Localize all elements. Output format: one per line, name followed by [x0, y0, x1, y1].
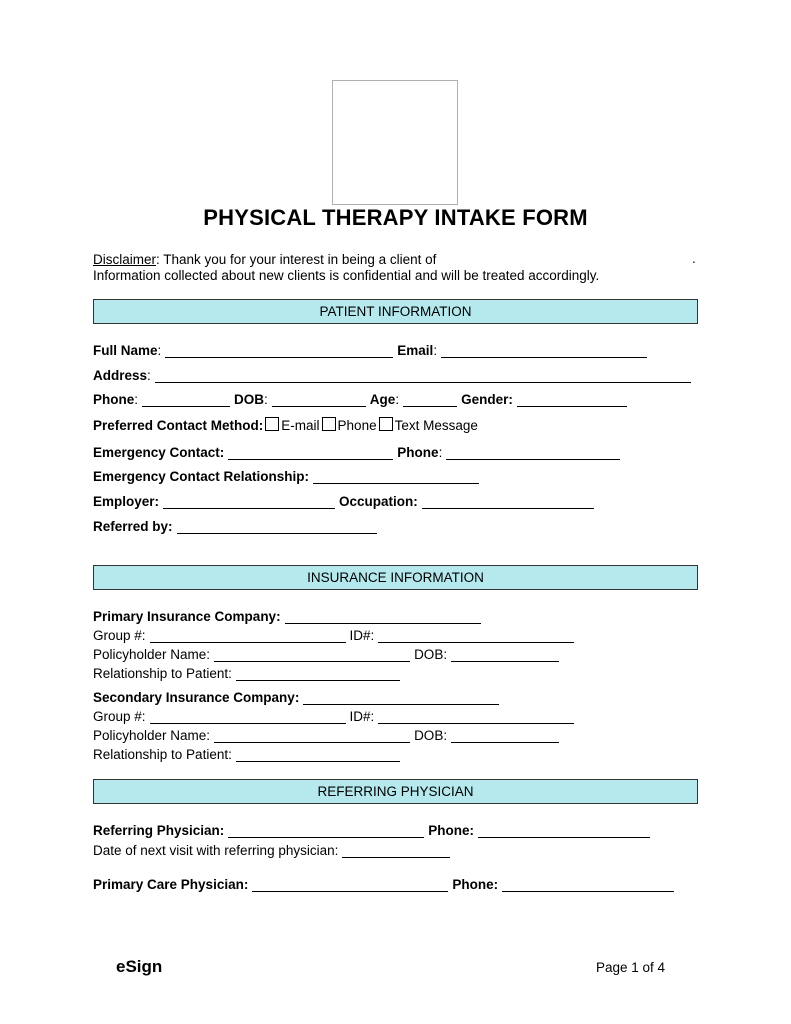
disclaimer-label: Disclaimer [93, 252, 157, 267]
phone-field[interactable] [142, 392, 230, 407]
disclaimer-line-2: Information collected about new clients is confidential and will be treated accordingly. [93, 268, 600, 283]
emergency-contact-field[interactable] [228, 445, 393, 460]
primary-id-field[interactable] [378, 628, 574, 643]
secondary-insurance-label: Secondary Insurance Company: [93, 690, 300, 705]
primary-care-phone-label: Phone: [452, 877, 499, 892]
primary-policyholder-label: Policyholder Name: [93, 647, 211, 662]
row-emergency-relationship [93, 466, 483, 484]
email-option-label: E-mail [281, 417, 320, 433]
row-emergency-contact: Emergency Contact: Phone : [93, 442, 624, 460]
age-field[interactable] [403, 392, 457, 407]
dob-field[interactable] [272, 392, 366, 407]
secondary-policyholder-dob-field[interactable] [451, 728, 559, 743]
row-primary-policyholder [93, 644, 563, 662]
secondary-insurance-field[interactable] [303, 690, 499, 705]
primary-policyholder-dob-field[interactable] [451, 647, 559, 662]
disclaimer-text: : Thank you for your interest in being a client of [156, 252, 437, 267]
primary-care-field[interactable] [252, 877, 448, 892]
dob-label: DOB [234, 392, 265, 407]
secondary-policyholder-dob-label: DOB: [414, 728, 448, 743]
employer-label: Employer: [93, 494, 160, 509]
row-secondary-policyholder [93, 725, 563, 743]
logo-placeholder [332, 80, 458, 205]
row-name-email: Full Name : Email : [93, 340, 651, 358]
row-referring-physician [93, 820, 654, 838]
disclaimer-period: . [692, 251, 696, 266]
row-secondary-relationship [93, 744, 404, 762]
primary-id-label: ID#: [349, 628, 375, 643]
emergency-relationship-field[interactable] [313, 469, 479, 484]
row-phone-dob-age-gender: Phone : DOB : Age : Gender: [93, 389, 631, 407]
primary-group-label: Group #: [93, 628, 146, 643]
address-label: Address [93, 368, 148, 383]
referring-physician-label: Referring Physician: [93, 823, 225, 838]
primary-insurance-label: Primary Insurance Company: [93, 609, 281, 624]
text-message-option-label: Text Message [394, 417, 478, 433]
occupation-label: Occupation: [339, 494, 418, 509]
section-header-physician: REFERRING PHYSICIAN [93, 779, 698, 804]
row-primary-group-id [93, 625, 578, 643]
email-field[interactable] [441, 343, 647, 358]
primary-care-label: Primary Care Physician: [93, 877, 249, 892]
row-address: Address : [93, 365, 695, 383]
address-field[interactable] [155, 368, 691, 383]
email-label: Email [397, 343, 434, 358]
emergency-relationship-label: Emergency Contact Relationship: [93, 469, 310, 484]
emergency-phone-field[interactable] [446, 445, 620, 460]
secondary-group-label: Group #: [93, 709, 146, 724]
secondary-relationship-field[interactable] [236, 747, 400, 762]
secondary-policyholder-label: Policyholder Name: [93, 728, 211, 743]
full-name-label: Full Name [93, 343, 158, 358]
primary-policyholder-dob-label: DOB: [414, 647, 448, 662]
row-secondary-insurance [93, 687, 503, 705]
esign-logo: eSign [116, 957, 163, 976]
secondary-id-field[interactable] [378, 709, 574, 724]
referring-physician-field[interactable] [228, 823, 424, 838]
contact-method-label: Preferred Contact Method: [93, 417, 264, 433]
next-visit-label: Date of next visit with referring physician: [93, 843, 339, 858]
text-message-checkbox[interactable] [379, 417, 393, 431]
disclaimer-line-1 [93, 251, 436, 268]
gender-field[interactable] [517, 392, 627, 407]
phone-checkbox[interactable] [322, 417, 336, 431]
row-employer-occupation [93, 491, 598, 509]
referring-phone-field[interactable] [478, 823, 650, 838]
emergency-phone-label: Phone [397, 445, 439, 460]
page-number: Page 1 of 4 [596, 960, 666, 975]
row-secondary-group-id [93, 706, 578, 724]
occupation-field[interactable] [422, 494, 594, 509]
primary-group-field[interactable] [150, 628, 346, 643]
secondary-group-field[interactable] [150, 709, 346, 724]
section-header-patient: PATIENT INFORMATION [93, 299, 698, 324]
row-contact-method [93, 416, 478, 434]
section-header-insurance: INSURANCE INFORMATION [93, 565, 698, 590]
row-referred-by [93, 516, 381, 534]
phone-label: Phone [93, 392, 135, 407]
secondary-relationship-label: Relationship to Patient: [93, 747, 232, 762]
gender-label: Gender: [461, 392, 513, 407]
primary-relationship-label: Relationship to Patient: [93, 666, 232, 681]
next-visit-field[interactable] [342, 843, 450, 858]
email-checkbox[interactable] [265, 417, 279, 431]
emergency-contact-label: Emergency Contact: [93, 445, 225, 460]
row-primary-care-physician [93, 874, 678, 892]
referring-phone-label: Phone: [428, 823, 475, 838]
phone-option-label: Phone [337, 417, 377, 433]
referred-by-label: Referred by: [93, 519, 173, 534]
primary-relationship-field[interactable] [236, 666, 400, 681]
primary-policyholder-field[interactable] [214, 647, 410, 662]
age-label: Age [369, 392, 396, 407]
referred-by-field[interactable] [177, 519, 377, 534]
primary-care-phone-field[interactable] [502, 877, 674, 892]
secondary-policyholder-field[interactable] [214, 728, 410, 743]
employer-field[interactable] [163, 494, 335, 509]
form-title: PHYSICAL THERAPY INTAKE FORM [203, 205, 588, 230]
primary-insurance-field[interactable] [285, 609, 481, 624]
secondary-id-label: ID#: [349, 709, 375, 724]
row-next-visit [93, 840, 454, 858]
row-primary-relationship [93, 663, 404, 681]
row-primary-insurance [93, 606, 485, 624]
full-name-field[interactable] [165, 343, 393, 358]
